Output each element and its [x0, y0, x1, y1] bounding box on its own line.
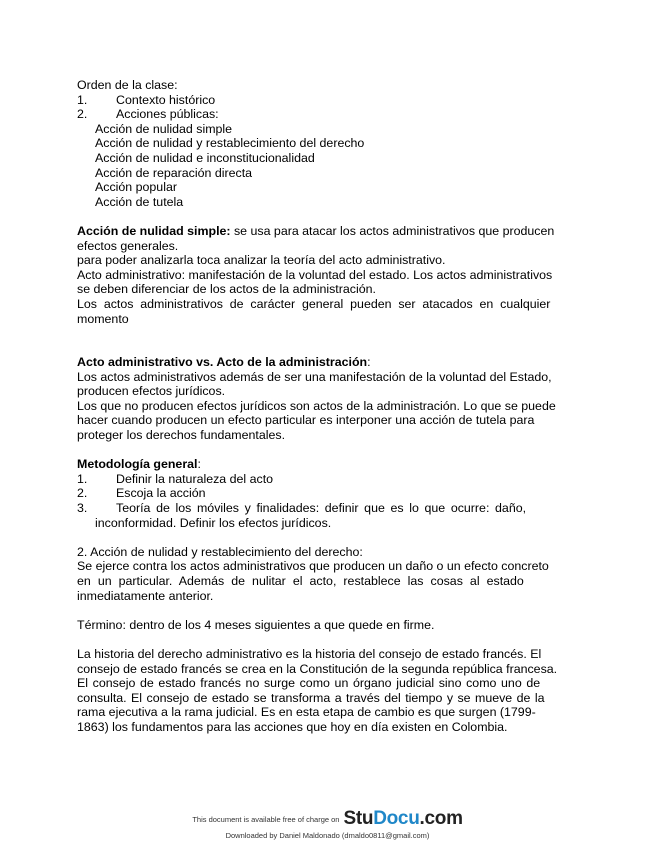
list-number: 1. — [77, 471, 88, 486]
list-number: 2. — [77, 107, 88, 122]
list-text: Acciones públicas: — [116, 107, 219, 122]
list-text: Definir la naturaleza del acto — [116, 471, 274, 486]
paragraph-line: Término: dentro de los 4 meses siguientes a que quede en firme. — [77, 617, 435, 632]
paragraph-line: inmediatamente anterior. — [77, 588, 214, 603]
download-info: Downloaded by Daniel Maldonado (dmaldo0811@gmail.com) — [225, 831, 430, 840]
paragraph-line: La historia del derecho administrativo es la historia del consejo de estado francés. El — [77, 646, 542, 661]
paragraph-line: consulta. El consejo de estado se transforma a través del tiempo y se mueve de la — [77, 690, 545, 705]
paragraph-line: 2. Acción de nulidad y restablecimiento del derecho: — [77, 544, 363, 559]
sub-item: Acción de reparación directa — [95, 165, 253, 180]
paragraph-line: Los actos administrativos además de ser una manifestación de la voluntad del Estado, — [77, 369, 552, 384]
paragraph-line: El consejo de estado francés no surge como un órgano judicial sino como uno de — [77, 676, 541, 691]
paragraph-line — [77, 355, 577, 370]
sub-item: Acción de tutela — [95, 194, 184, 209]
list-item — [77, 501, 577, 516]
paragraph-line: hacer cuando producen un efecto particular es interponer una acción de tutela para — [77, 413, 535, 428]
paragraph-line: proteger los derechos fundamentales. — [77, 428, 286, 443]
list-number: 1. — [77, 92, 88, 107]
logo-part-docu: Docu — [373, 808, 420, 829]
list-item — [77, 472, 577, 487]
list-continuation: inconformidad. Definir los efectos jurídicos. — [95, 515, 332, 530]
paragraph-line: 1863) los fundamentos para las acciones que hoy en día existen en Colombia. — [77, 719, 508, 734]
heading-rest: : — [367, 355, 371, 370]
list-number: 3. — [77, 501, 88, 516]
paragraph-line: producen efectos jurídicos. — [77, 384, 226, 399]
paragraph-line — [77, 224, 577, 239]
list-text: Contexto histórico — [116, 92, 216, 107]
paragraph-line: momento — [77, 311, 129, 326]
section-heading: Acción de nulidad simple: — [77, 223, 231, 238]
section-heading: Acto administrativo vs. Acto de la administración — [77, 355, 368, 370]
footer-availability-text: This document is available free of charge on — [192, 814, 340, 824]
paragraph-line: en un particular. Además de nulitar el acto, restablece las cosas al estado — [77, 574, 524, 588]
logo-part-stu: Stu — [343, 808, 374, 829]
paragraph-line: Acto administrativo: manifestación de la voluntad del estado. Los actos administrativos — [77, 267, 553, 282]
section-title: Orden de la clase: — [77, 78, 178, 92]
heading-rest: se usa para atacar los actos administrativos que producen — [230, 223, 555, 238]
studocu-logo-link[interactable] — [343, 808, 462, 830]
list-number: 2. — [77, 486, 88, 501]
list-item — [77, 107, 577, 122]
sub-item: Acción popular — [95, 180, 177, 195]
section-heading: Metodología general — [77, 457, 198, 472]
list-item — [77, 93, 577, 108]
sub-item: Acción de nulidad y restablecimiento del derecho — [95, 136, 365, 151]
paragraph-line: Los actos administrativos de carácter general pueden ser atacados en cualquier — [77, 296, 551, 311]
paragraph-line: se deben diferenciar de los actos de la administración. — [77, 282, 376, 297]
heading-rest: : — [197, 457, 201, 472]
footer-availability — [0, 808, 655, 830]
paragraph-line: rama ejecutiva a la rama judicial. Es en esta etapa de cambio es que surgen (1799- — [77, 705, 536, 720]
paragraph-line: consejo de estado francés se crea en la Constitución de la segunda república francesa. — [77, 661, 558, 676]
list-text: Teoría de los móviles y finalidades: definir que es lo que ocurre: daño, — [116, 501, 527, 516]
paragraph-line: para poder analizarla toca analizar la teoría del acto administrativo. — [77, 253, 446, 268]
document-body — [77, 78, 577, 735]
logo-part-com: .com — [419, 808, 463, 829]
list-item — [77, 486, 577, 501]
sub-item: Acción de nulidad e inconstitucionalidad — [95, 150, 315, 165]
paragraph-line: efectos generales. — [77, 238, 179, 253]
list-text: Escoja la acción — [116, 486, 206, 501]
paragraph-line — [77, 457, 577, 472]
sub-item: Acción de nulidad simple — [95, 121, 233, 136]
paragraph-line: Se ejerce contra los actos administrativos que producen un daño o un efecto concreto — [77, 559, 549, 574]
page-footer — [0, 808, 655, 840]
paragraph-line: Los que no producen efectos jurídicos son actos de la administración. Lo que se puede — [77, 398, 556, 413]
